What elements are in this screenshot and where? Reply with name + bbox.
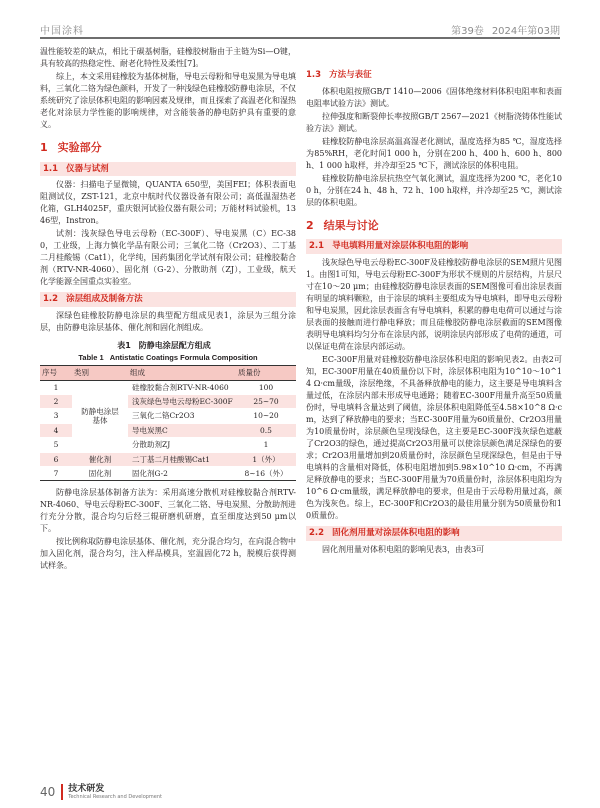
subsection-heading-curing-agent-effect [306, 526, 562, 541]
paragraph-method-humidity-aging: 硅橡胶防静电涂层高温高湿老化测试，温度选择为85 ℃，湿度选择为85%RH，老化时间1 000 h，分别在200 h、400 h、600 h、800 h、1 000 h取样，并冷却至25 ℃下，测试涂层的体积电阻。 [306, 136, 562, 170]
table-cell-category: 固化剂 [72, 466, 128, 480]
section-title: 结果与讨论 [323, 218, 379, 232]
section-heading-experimental [40, 140, 296, 157]
formula-table [40, 365, 296, 481]
subsection-title: 涂层组成及制备方法 [66, 294, 143, 305]
table-cell-mass: 8~16（外） [236, 466, 296, 480]
table-header-mass: 质量份 [236, 366, 296, 380]
table-cell-component: 三氧化二铬Cr2O3 [128, 409, 236, 423]
table-cell-component: 硅橡胶黏合剂RTV-NR-4060 [128, 380, 236, 394]
table-cell-no: 1 [40, 380, 72, 394]
table-cell-mass: 0.5 [236, 423, 296, 437]
paragraph-instruments: 仪器：扫描电子显微镜，QUANTA 650型，美国FEI；体积表面电阻测试仪，ZST-121，北京中航时代仪器设备有限公司；高低温湿热老化箱，GLH4025F，重庆银河试验仪器有限公司；万能材料试验机，1346型，Instron。 [40, 180, 296, 226]
table-cell-mass: 1（外） [236, 452, 296, 466]
footer-section-name: 技术研发 [68, 783, 105, 794]
table-cell-mass: 25~70 [236, 395, 296, 409]
section-number: 2 [306, 218, 314, 232]
paragraph-method-resistance: 体积电阻按照GB/T 1410—2006《固体绝缘材料体积电阻率和表面电阻率试验方法》测试。 [306, 86, 562, 108]
table-cell-mass: 100 [236, 380, 296, 394]
table-header-row [40, 366, 296, 380]
table-cell-category: 催化剂 [72, 452, 128, 466]
paragraph-method-tensile: 拉伸强度和断裂伸长率按照GB/T 2567—2021《树脂浇铸体性能试验方法》测试。 [306, 111, 562, 133]
section-heading-results [306, 218, 562, 235]
subsection-heading-methods [306, 68, 562, 83]
table-cell-component: 二丁基二月桂酸锡Cat1 [128, 452, 236, 466]
table-cell-no: 3 [40, 409, 72, 423]
table-caption-en [40, 352, 296, 363]
header-volume: 第39卷 [451, 26, 484, 37]
table-row [40, 452, 296, 466]
paragraph-reagents: 试剂：浅灰绿色导电云母粉（EC-300F）、导电炭黑（C）EC-380，工业级，上海力慎化学品有限公司；三氧化二铬（Cr2O3）、二丁基二月桂酸锡（Cat1），化学纯，国药集团化学试剂有限公司；硅橡胶黏合剂（RTV-NR-4060）、固化剂（G-2）、分散助剂（ZJ），工业级，航天化学能源全国重点实验室。 [40, 229, 296, 287]
paragraph-preparation: 防静电涂层基体制备方法为：采用高速分散机对硅橡胶黏合剂RTV-NR-4060、导电云母粉EC-300F、三氧化二铬、导电炭黑、分散助剂进行充分分散，混合均匀后经三辊研磨机研磨，直至细度达到50 μm以下。 [40, 488, 296, 534]
table-label: 表1 [117, 341, 131, 350]
table-cell-no: 7 [40, 466, 72, 480]
table-title: 防静电涂层配方组成 [138, 341, 211, 350]
table-cell-no: 2 [40, 395, 72, 409]
paragraph-intro-continued: 温性能较差的缺点，相比于碳基树脂，硅橡胶树脂由于主链为Si—O键，具有较高的热稳定性、耐老化特性及柔性[7]。 [40, 47, 296, 68]
paragraph-summary: 综上，本文采用硅橡胶为基体树脂，导电云母粉和导电炭黑为导电填料，三氧化二铬为绿色颜料，开发了一种浅绿色硅橡胶防静电涂层，不仅系统研究了涂层体积电阻的影响因素及规律，而且探索了高温老化和湿热老化对涂层力学性能的影响规律，对含能装备的静电防护具有重要的意义。 [40, 72, 296, 129]
section-number: 1 [40, 141, 48, 154]
table-header-no: 序号 [40, 366, 72, 380]
table-cell-component: 分散助剂ZJ [128, 438, 236, 452]
section-title: 实验部分 [57, 141, 102, 154]
table-cell-no: 4 [40, 423, 72, 437]
subsection-title: 固化剂用量对涂层体积电阻的影响 [332, 528, 460, 538]
table-row [40, 466, 296, 480]
subsection-number: 1.3 [306, 70, 322, 80]
paragraph-method-thermal-oxidation: 硅橡胶防静电涂层抗热空气氧化测试，温度选择为200 ℃，老化100 h，分别在24 h、48 h、72 h、100 h取样，并冷却至25 ℃，测试涂层的体积电阻。 [306, 173, 562, 207]
subsection-title: 导电填料用量对涂层体积电阻的影响 [332, 241, 469, 252]
subsection-heading-composition [40, 292, 296, 307]
paragraph-curing-agent-results: 固化剂用量对体积电阻的影响见表3，由表3可 [322, 544, 485, 554]
table-label-en: Table 1 [78, 353, 104, 362]
header-issue: 2024年第03期 [491, 26, 560, 37]
subsection-heading-filler-effect [306, 239, 562, 254]
table-caption [40, 340, 296, 352]
left-column [40, 46, 296, 573]
subsection-heading-instruments [40, 162, 296, 177]
paragraph-composition: 深绿色硅橡胶防静电涂层的典型配方组成见表1，涂层为三组分涂层，由防静电涂层基体、催化剂和固化剂组成。 [40, 311, 296, 332]
subsection-title: 方法与表征 [329, 70, 372, 80]
table-cell-category-base: 防静电涂层基体 [72, 380, 128, 452]
subsection-number: 1.2 [43, 294, 59, 305]
table-cell-component: 浅灰绿色导电云母粉EC-300F [128, 395, 236, 409]
footer-section-name-en: Technical Research and Development [68, 793, 163, 800]
header-issue-info [443, 22, 560, 37]
table-header-category: 类别 [72, 366, 128, 380]
table-cell-no: 6 [40, 452, 72, 466]
right-column [306, 46, 562, 557]
table-header-component: 组成 [128, 366, 236, 380]
table-cell-no: 5 [40, 438, 72, 452]
header-journal-name: 中国涂料 [40, 26, 84, 37]
subsection-number: 1.1 [43, 163, 59, 174]
footer-divider [61, 784, 63, 800]
table-cell-mass: 10~20 [236, 409, 296, 423]
page-footer [40, 784, 162, 800]
subsection-title: 仪器与试剂 [66, 163, 109, 174]
table-title-en: Antistatic Coatings Formula Composition [109, 353, 258, 362]
table-row [40, 380, 296, 394]
paragraph-sample-preparation: 按比例称取防静电涂层基体、催化剂，充分混合均匀，在向混合物中加入固化剂，混合均匀，注入样品模具，室温固化72 h，脱模后获得测试样条。 [40, 537, 296, 571]
paragraph-filler-dosage-results: EC-300F用量对硅橡胶防静电涂层体积电阻的影响见表2。由表2可知，EC-300F用量在40质量份以下时，涂层体积电阻为10^10～10^14 Ω·cm量级，涂层绝缘，不具备释放静电的能力，这主要是导电填料含量过低，在涂层内部未形成导电通路；随着EC-300F用量升高至50质量份时，导电填料含量达到了阈值，涂层体积电阻降低至4.58×10^8 Ω·cm，达到了释放静电的要求；当EC-300F用量为60质量份、Cr2O3用量为10质量份时，涂层颜色呈现浅绿色，这主要是EC-300F浅灰绿色遮蔽了Cr2O3的绿色，通过提高Cr2O3用量可以使涂层颜色满足深绿色的要求；Cr2O3用量增加到20质量份时，涂层颜色呈现深绿色，但是由于导电填料的含量相对降低，体积电阻增加到5.98×10^10 Ω·cm，不再满足释放静电的要求；当EC-300F用量为70质量份时，涂层体积电阻均为10^6 Ω·cm量级，满足释放静电的要求，但是由于云母粉用量过高，颜色为浅灰色。综上，EC-300F和Cr2O3的最佳用量分别为50质量份和10质量份。 [306, 355, 562, 520]
table-cell-component: 固化剂G-2 [128, 466, 236, 480]
subsection-number: 2.2 [309, 528, 325, 538]
page-number: 40 [40, 785, 56, 799]
table-cell-component: 导电炭黑C [128, 423, 236, 437]
paragraph-sem-results: 浅灰绿色导电云母粉EC-300F及硅橡胶防静电涂层的SEM照片见图1。由图1可知，导电云母粉EC-300F为形状不规则的片层结构，片层尺寸在10～20 μm；由硅橡胶防静电涂层表面的SEM图像可看出涂层表面有明显的填料颗粒，由于涂层的填料主要组成为导电填料，即导电云母粉和导电炭黑，因此涂层表面含有导电填料，积累的静电电荷可以通过与涂层表面的接触而进行静电释放；而且硅橡胶防静电涂层截面的SEM图像表明导电填料均匀分布在涂层内部，说明涂层内部形成了电荷的通道，可以保证电荷在涂层内部运动。 [306, 258, 562, 351]
subsection-number: 2.1 [309, 241, 325, 252]
table-cell-mass: 1 [236, 438, 296, 452]
header-rule [40, 37, 560, 39]
